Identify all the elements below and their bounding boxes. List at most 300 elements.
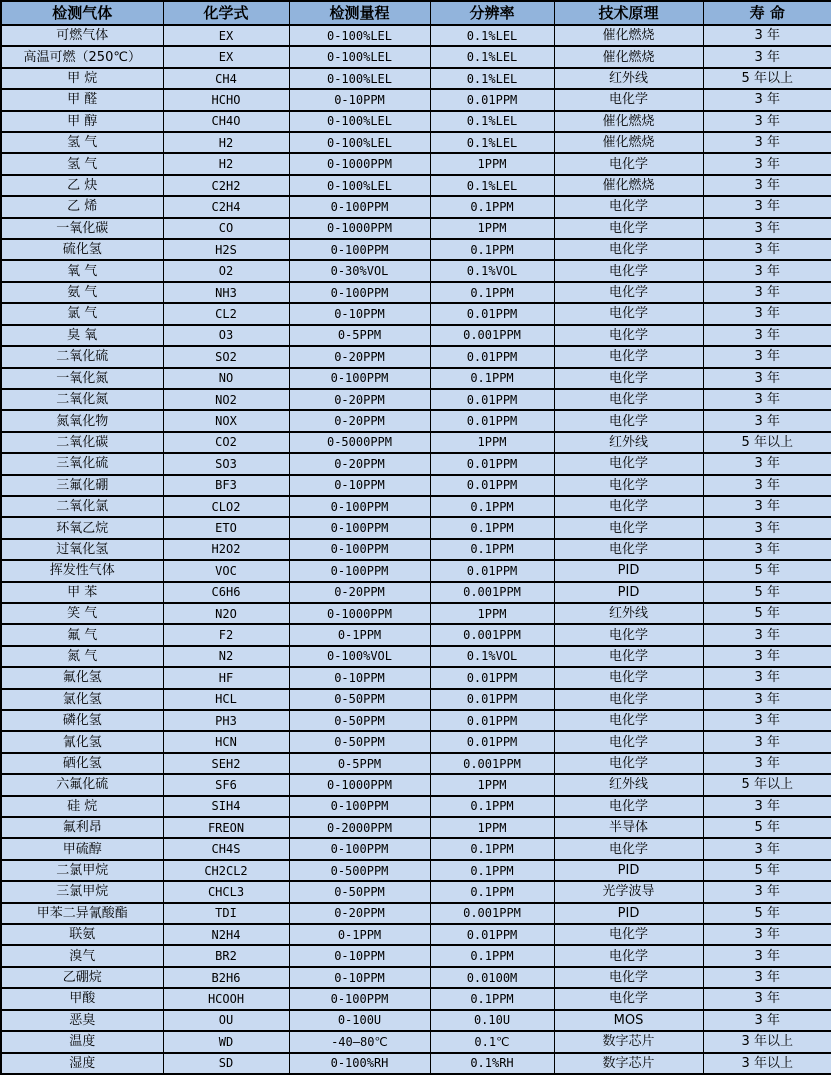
cell-resolution: 0.1PPM — [430, 838, 554, 859]
cell-gas: 氯 气 — [1, 303, 163, 324]
table-row — [1, 624, 831, 645]
cell-range: 0-5PPM — [289, 325, 430, 346]
cell-lifespan: 3 年以上 — [703, 1031, 831, 1052]
table-row — [1, 346, 831, 367]
table-row — [1, 582, 831, 603]
cell-formula: WD — [163, 1031, 289, 1052]
cell-range: 0-100PPM — [289, 496, 430, 517]
cell-principle: 电化学 — [554, 796, 703, 817]
table-row — [1, 1010, 831, 1031]
cell-lifespan: 3 年 — [703, 389, 831, 410]
cell-formula: NOX — [163, 410, 289, 431]
cell-formula: O3 — [163, 325, 289, 346]
cell-gas: 恶臭 — [1, 1010, 163, 1031]
cell-lifespan: 3 年 — [703, 175, 831, 196]
table-row — [1, 903, 831, 924]
cell-range: 0-50PPM — [289, 881, 430, 902]
table-row — [1, 303, 831, 324]
cell-gas: 氢 气 — [1, 132, 163, 153]
cell-range: 0-50PPM — [289, 689, 430, 710]
cell-lifespan: 3 年 — [703, 496, 831, 517]
cell-formula: N2H4 — [163, 924, 289, 945]
cell-formula: HCL — [163, 689, 289, 710]
cell-resolution: 0.1%LEL — [430, 111, 554, 132]
cell-resolution: 1PPM — [430, 774, 554, 795]
cell-principle: 电化学 — [554, 838, 703, 859]
cell-range: 0-10PPM — [289, 89, 430, 110]
table-row — [1, 881, 831, 902]
cell-principle: 半导体 — [554, 817, 703, 838]
cell-lifespan: 3 年 — [703, 282, 831, 303]
cell-formula: BF3 — [163, 475, 289, 496]
cell-gas: 环氧乙烷 — [1, 517, 163, 538]
cell-principle: 催化燃烧 — [554, 132, 703, 153]
cell-range: 0-100%LEL — [289, 175, 430, 196]
cell-range: 0-100%LEL — [289, 25, 430, 46]
cell-principle: 电化学 — [554, 689, 703, 710]
cell-lifespan: 3 年 — [703, 218, 831, 239]
cell-formula: C2H2 — [163, 175, 289, 196]
cell-resolution: 0.1PPM — [430, 945, 554, 966]
cell-range: 0-100PPM — [289, 988, 430, 1009]
cell-range: 0-50PPM — [289, 710, 430, 731]
table-row — [1, 260, 831, 281]
cell-formula: O2 — [163, 260, 289, 281]
cell-range: 0-100%VOL — [289, 646, 430, 667]
table-row — [1, 945, 831, 966]
cell-range: 0-100PPM — [289, 239, 430, 260]
cell-lifespan: 3 年 — [703, 731, 831, 752]
cell-range: 0-1000PPM — [289, 774, 430, 795]
cell-gas: 氰化氢 — [1, 731, 163, 752]
cell-principle: 电化学 — [554, 967, 703, 988]
cell-resolution: 0.1%LEL — [430, 68, 554, 89]
cell-principle: 电化学 — [554, 196, 703, 217]
cell-resolution: 0.1PPM — [430, 196, 554, 217]
cell-resolution: 0.1PPM — [430, 496, 554, 517]
cell-formula: SEH2 — [163, 753, 289, 774]
cell-formula: C6H6 — [163, 582, 289, 603]
cell-formula: CLO2 — [163, 496, 289, 517]
table-row — [1, 196, 831, 217]
cell-range: 0-100PPM — [289, 368, 430, 389]
cell-range: 0-100PPM — [289, 517, 430, 538]
cell-formula: H2 — [163, 132, 289, 153]
cell-range: 0-5000PPM — [289, 432, 430, 453]
cell-lifespan: 3 年 — [703, 945, 831, 966]
cell-formula: F2 — [163, 624, 289, 645]
cell-lifespan: 3 年 — [703, 89, 831, 110]
cell-principle: 催化燃烧 — [554, 25, 703, 46]
cell-resolution: 0.1PPM — [430, 796, 554, 817]
cell-gas: 湿度 — [1, 1053, 163, 1075]
cell-resolution: 0.1PPM — [430, 517, 554, 538]
cell-resolution: 0.1%LEL — [430, 46, 554, 67]
cell-resolution: 0.001PPM — [430, 325, 554, 346]
cell-lifespan: 3 年 — [703, 196, 831, 217]
cell-formula: VOC — [163, 560, 289, 581]
column-header-gas: 检测气体 — [1, 1, 163, 25]
cell-gas: 氟化氢 — [1, 667, 163, 688]
cell-lifespan: 5 年以上 — [703, 68, 831, 89]
cell-range: 0-100%LEL — [289, 132, 430, 153]
cell-formula: H2 — [163, 153, 289, 174]
table-row — [1, 475, 831, 496]
table-row — [1, 539, 831, 560]
cell-gas: 乙 烯 — [1, 196, 163, 217]
cell-gas: 三氟化硼 — [1, 475, 163, 496]
cell-range: 0-100PPM — [289, 796, 430, 817]
cell-principle: 光学波导 — [554, 881, 703, 902]
cell-gas: 氟 气 — [1, 624, 163, 645]
gas-table-body — [1, 25, 831, 1074]
cell-principle: 电化学 — [554, 453, 703, 474]
cell-gas: 甲 烷 — [1, 68, 163, 89]
table-row — [1, 111, 831, 132]
cell-range: 0-10PPM — [289, 967, 430, 988]
cell-resolution: 0.01PPM — [430, 560, 554, 581]
table-row — [1, 153, 831, 174]
cell-gas: 氨 气 — [1, 282, 163, 303]
cell-formula: NH3 — [163, 282, 289, 303]
cell-principle: 红外线 — [554, 603, 703, 624]
cell-formula: BR2 — [163, 945, 289, 966]
table-row — [1, 753, 831, 774]
cell-formula: CH2CL2 — [163, 860, 289, 881]
cell-principle: 电化学 — [554, 710, 703, 731]
cell-range: 0-100PPM — [289, 196, 430, 217]
table-row — [1, 1031, 831, 1052]
table-row — [1, 218, 831, 239]
cell-resolution: 0.1%VOL — [430, 646, 554, 667]
cell-resolution: 0.01PPM — [430, 346, 554, 367]
cell-resolution: 0.01PPM — [430, 731, 554, 752]
cell-gas: 甲苯二异氰酸酯 — [1, 903, 163, 924]
cell-gas: 硅 烷 — [1, 796, 163, 817]
cell-gas: 甲酸 — [1, 988, 163, 1009]
cell-formula: HCHO — [163, 89, 289, 110]
cell-resolution: 0.001PPM — [430, 753, 554, 774]
cell-gas: 一氧化氮 — [1, 368, 163, 389]
cell-resolution: 0.01PPM — [430, 303, 554, 324]
table-row — [1, 689, 831, 710]
cell-lifespan: 5 年 — [703, 582, 831, 603]
cell-gas: 乙 炔 — [1, 175, 163, 196]
table-row — [1, 988, 831, 1009]
cell-resolution: 1PPM — [430, 817, 554, 838]
column-header-resolution: 分辨率 — [430, 1, 554, 25]
cell-principle: 电化学 — [554, 539, 703, 560]
cell-gas: 二氧化硫 — [1, 346, 163, 367]
cell-formula: TDI — [163, 903, 289, 924]
cell-principle: 电化学 — [554, 410, 703, 431]
cell-resolution: 0.01PPM — [430, 710, 554, 731]
cell-formula: CHCL3 — [163, 881, 289, 902]
cell-gas: 甲 醛 — [1, 89, 163, 110]
header-row — [1, 1, 831, 25]
cell-formula: ETO — [163, 517, 289, 538]
cell-formula: C2H4 — [163, 196, 289, 217]
table-row — [1, 453, 831, 474]
table-row — [1, 282, 831, 303]
cell-formula: N2O — [163, 603, 289, 624]
cell-resolution: 1PPM — [430, 603, 554, 624]
cell-lifespan: 5 年 — [703, 817, 831, 838]
cell-gas: 高温可燃（250℃） — [1, 46, 163, 67]
cell-lifespan: 3 年 — [703, 325, 831, 346]
cell-lifespan: 3 年 — [703, 924, 831, 945]
cell-gas: 挥发性气体 — [1, 560, 163, 581]
cell-principle: 电化学 — [554, 260, 703, 281]
table-row — [1, 560, 831, 581]
cell-gas: 氧 气 — [1, 260, 163, 281]
table-row — [1, 368, 831, 389]
cell-resolution: 0.1℃ — [430, 1031, 554, 1052]
cell-gas: 二氧化氮 — [1, 389, 163, 410]
cell-resolution: 0.01PPM — [430, 453, 554, 474]
cell-lifespan: 5 年 — [703, 903, 831, 924]
table-header — [1, 1, 831, 25]
cell-range: 0-20PPM — [289, 389, 430, 410]
table-row — [1, 838, 831, 859]
cell-principle: 催化燃烧 — [554, 46, 703, 67]
cell-principle: 电化学 — [554, 389, 703, 410]
cell-formula: EX — [163, 46, 289, 67]
cell-resolution: 0.1%VOL — [430, 260, 554, 281]
cell-principle: 电化学 — [554, 517, 703, 538]
cell-lifespan: 3 年 — [703, 453, 831, 474]
cell-formula: N2 — [163, 646, 289, 667]
cell-formula: OU — [163, 1010, 289, 1031]
cell-gas: 硒化氢 — [1, 753, 163, 774]
cell-principle: 数字芯片 — [554, 1031, 703, 1052]
cell-range: 0-1000PPM — [289, 603, 430, 624]
table-row — [1, 175, 831, 196]
cell-formula: SIH4 — [163, 796, 289, 817]
cell-principle: 电化学 — [554, 475, 703, 496]
table-row — [1, 517, 831, 538]
table-row — [1, 1053, 831, 1075]
cell-lifespan: 3 年 — [703, 303, 831, 324]
cell-resolution: 0.001PPM — [430, 624, 554, 645]
cell-lifespan: 3 年 — [703, 967, 831, 988]
cell-resolution: 0.1PPM — [430, 539, 554, 560]
cell-principle: PID — [554, 860, 703, 881]
cell-resolution: 1PPM — [430, 218, 554, 239]
cell-formula: CO — [163, 218, 289, 239]
cell-principle: 电化学 — [554, 731, 703, 752]
cell-resolution: 0.0100M — [430, 967, 554, 988]
cell-lifespan: 5 年 — [703, 860, 831, 881]
cell-lifespan: 3 年 — [703, 410, 831, 431]
cell-lifespan: 3 年 — [703, 796, 831, 817]
cell-range: 0-100%LEL — [289, 111, 430, 132]
column-header-lifespan: 寿 命 — [703, 1, 831, 25]
cell-gas: 一氧化碳 — [1, 218, 163, 239]
table-row — [1, 646, 831, 667]
cell-range: 0-2000PPM — [289, 817, 430, 838]
cell-range: 0-100U — [289, 1010, 430, 1031]
cell-resolution: 0.1PPM — [430, 860, 554, 881]
column-header-formula: 化学式 — [163, 1, 289, 25]
cell-range: 0-1PPM — [289, 924, 430, 945]
cell-principle: 电化学 — [554, 303, 703, 324]
cell-range: 0-100%LEL — [289, 46, 430, 67]
cell-resolution: 0.01PPM — [430, 689, 554, 710]
column-header-principle: 技术原理 — [554, 1, 703, 25]
cell-principle: 电化学 — [554, 239, 703, 260]
cell-lifespan: 5 年以上 — [703, 432, 831, 453]
table-row — [1, 860, 831, 881]
cell-principle: 电化学 — [554, 667, 703, 688]
cell-lifespan: 3 年 — [703, 368, 831, 389]
cell-range: 0-1000PPM — [289, 153, 430, 174]
cell-formula: B2H6 — [163, 967, 289, 988]
cell-gas: 可燃气体 — [1, 25, 163, 46]
cell-formula: HCN — [163, 731, 289, 752]
cell-gas: 过氧化氢 — [1, 539, 163, 560]
cell-lifespan: 5 年以上 — [703, 774, 831, 795]
cell-resolution: 0.01PPM — [430, 475, 554, 496]
cell-principle: PID — [554, 560, 703, 581]
cell-principle: PID — [554, 582, 703, 603]
cell-principle: 电化学 — [554, 368, 703, 389]
cell-gas: 溴气 — [1, 945, 163, 966]
cell-formula: HF — [163, 667, 289, 688]
cell-formula: SO3 — [163, 453, 289, 474]
cell-principle: 电化学 — [554, 325, 703, 346]
cell-gas: 三氧化硫 — [1, 453, 163, 474]
cell-range: 0-20PPM — [289, 346, 430, 367]
cell-gas: 二氯甲烷 — [1, 860, 163, 881]
cell-gas: 二氧化氯 — [1, 496, 163, 517]
cell-gas: 氢 气 — [1, 153, 163, 174]
cell-lifespan: 3 年 — [703, 689, 831, 710]
cell-principle: 电化学 — [554, 496, 703, 517]
cell-formula: H2S — [163, 239, 289, 260]
cell-principle: 电化学 — [554, 924, 703, 945]
cell-resolution: 0.01PPM — [430, 924, 554, 945]
cell-formula: CH4 — [163, 68, 289, 89]
cell-range: 0-50PPM — [289, 731, 430, 752]
cell-range: 0-5PPM — [289, 753, 430, 774]
cell-range: 0-100%LEL — [289, 68, 430, 89]
cell-resolution: 0.1%RH — [430, 1053, 554, 1075]
table-row — [1, 967, 831, 988]
cell-gas: 联氨 — [1, 924, 163, 945]
cell-range: 0-100PPM — [289, 560, 430, 581]
cell-gas: 氮氧化物 — [1, 410, 163, 431]
cell-lifespan: 3 年 — [703, 539, 831, 560]
cell-gas: 氯化氢 — [1, 689, 163, 710]
table-row — [1, 796, 831, 817]
cell-range: 0-30%VOL — [289, 260, 430, 281]
table-row — [1, 710, 831, 731]
cell-gas: 臭 氧 — [1, 325, 163, 346]
table-row — [1, 667, 831, 688]
cell-principle: 催化燃烧 — [554, 111, 703, 132]
cell-resolution: 1PPM — [430, 432, 554, 453]
cell-principle: 催化燃烧 — [554, 175, 703, 196]
cell-principle: 电化学 — [554, 624, 703, 645]
table-row — [1, 389, 831, 410]
table-row — [1, 410, 831, 431]
cell-gas: 甲 苯 — [1, 582, 163, 603]
cell-gas: 三氯甲烷 — [1, 881, 163, 902]
cell-range: 0-10PPM — [289, 945, 430, 966]
cell-lifespan: 3 年 — [703, 646, 831, 667]
cell-lifespan: 3 年 — [703, 988, 831, 1009]
cell-formula: CH4O — [163, 111, 289, 132]
cell-gas: 六氟化硫 — [1, 774, 163, 795]
cell-principle: 电化学 — [554, 89, 703, 110]
cell-gas: 氟利昂 — [1, 817, 163, 838]
cell-resolution: 0.1%LEL — [430, 175, 554, 196]
cell-lifespan: 3 年 — [703, 1010, 831, 1031]
cell-range: 0-20PPM — [289, 903, 430, 924]
cell-range: 0-100PPM — [289, 838, 430, 859]
table-row — [1, 89, 831, 110]
cell-lifespan: 3 年 — [703, 239, 831, 260]
cell-range: 0-10PPM — [289, 475, 430, 496]
cell-formula: FREON — [163, 817, 289, 838]
table-row — [1, 603, 831, 624]
cell-formula: CH4S — [163, 838, 289, 859]
cell-range: 0-100%RH — [289, 1053, 430, 1075]
cell-gas: 甲硫醇 — [1, 838, 163, 859]
cell-formula: CO2 — [163, 432, 289, 453]
cell-lifespan: 3 年 — [703, 260, 831, 281]
cell-resolution: 0.001PPM — [430, 903, 554, 924]
cell-lifespan: 3 年以上 — [703, 1053, 831, 1075]
cell-principle: 电化学 — [554, 753, 703, 774]
cell-principle: 电化学 — [554, 646, 703, 667]
cell-principle: 红外线 — [554, 432, 703, 453]
cell-resolution: 0.1PPM — [430, 881, 554, 902]
cell-formula: NO2 — [163, 389, 289, 410]
cell-gas: 乙硼烷 — [1, 967, 163, 988]
cell-formula: CL2 — [163, 303, 289, 324]
cell-range: 0-20PPM — [289, 410, 430, 431]
table-row — [1, 774, 831, 795]
cell-resolution: 0.10U — [430, 1010, 554, 1031]
cell-resolution: 0.1%LEL — [430, 25, 554, 46]
cell-gas: 甲 醇 — [1, 111, 163, 132]
cell-lifespan: 3 年 — [703, 346, 831, 367]
cell-lifespan: 5 年 — [703, 603, 831, 624]
cell-range: 0-500PPM — [289, 860, 430, 881]
cell-principle: MOS — [554, 1010, 703, 1031]
cell-resolution: 0.1PPM — [430, 282, 554, 303]
table-row — [1, 432, 831, 453]
cell-range: 0-1PPM — [289, 624, 430, 645]
cell-formula: EX — [163, 25, 289, 46]
cell-principle: 红外线 — [554, 68, 703, 89]
cell-principle: 电化学 — [554, 346, 703, 367]
cell-lifespan: 3 年 — [703, 111, 831, 132]
cell-formula: HCOOH — [163, 988, 289, 1009]
cell-range: 0-10PPM — [289, 667, 430, 688]
table-row — [1, 924, 831, 945]
table-row — [1, 132, 831, 153]
cell-range: -40—80℃ — [289, 1031, 430, 1052]
cell-principle: PID — [554, 903, 703, 924]
cell-principle: 电化学 — [554, 945, 703, 966]
cell-lifespan: 3 年 — [703, 132, 831, 153]
table-row — [1, 25, 831, 46]
cell-formula: H2O2 — [163, 539, 289, 560]
cell-principle: 电化学 — [554, 218, 703, 239]
